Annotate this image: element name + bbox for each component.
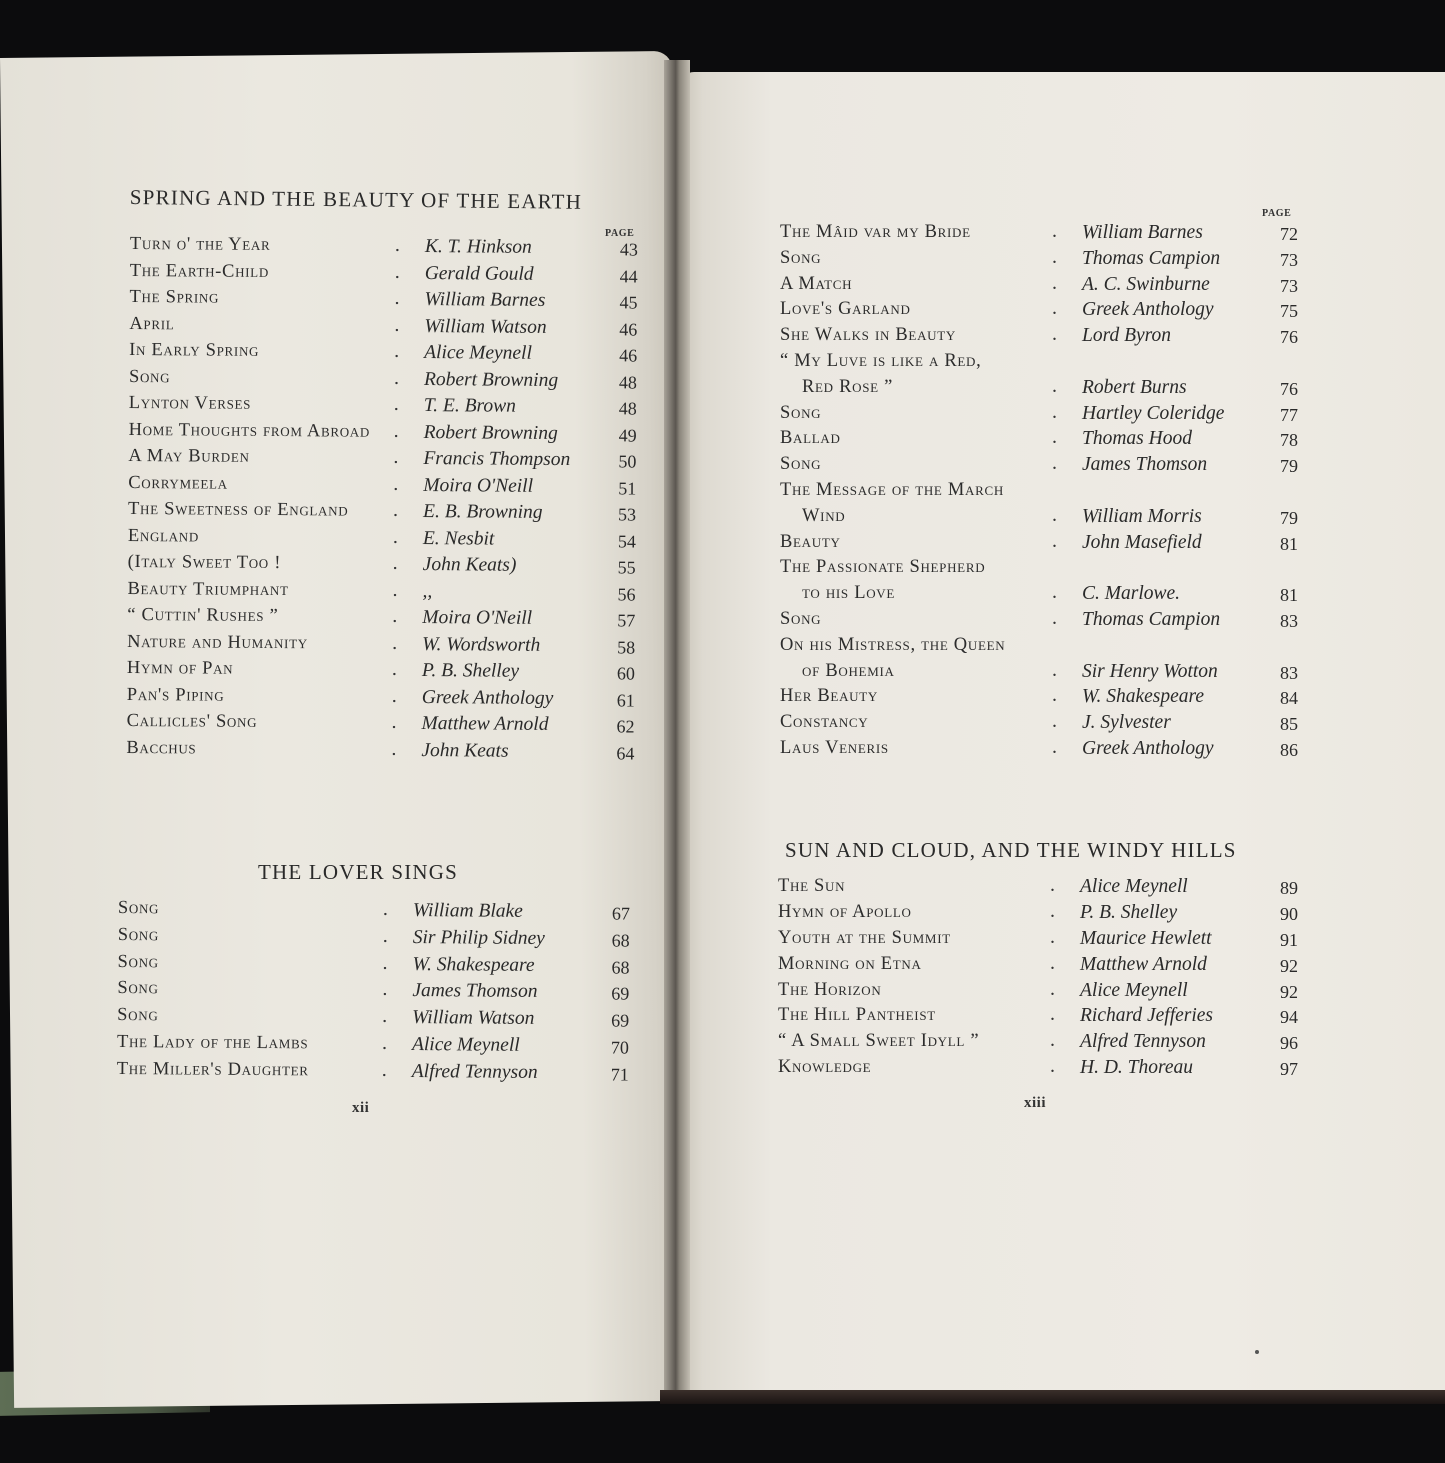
entry-author: William Watson xyxy=(412,1007,535,1030)
entry-author: T. E. Brown xyxy=(423,395,516,417)
dot-leader: . xyxy=(1052,400,1057,423)
contents-entry xyxy=(780,606,1300,635)
contents-entry xyxy=(780,299,1300,325)
entry-author: K. T. Hinkson xyxy=(424,236,532,258)
entry-author: Sir Henry Wotton xyxy=(1082,660,1218,682)
entry-page-number: 54 xyxy=(617,530,636,552)
dot-leader: . xyxy=(394,313,400,336)
entry-page-number: 62 xyxy=(616,716,635,737)
entry-author: W. Shakespeare xyxy=(1082,686,1205,708)
entry-author: E. B. Browning xyxy=(422,501,543,523)
entry-page-number: 67 xyxy=(611,903,630,924)
entry-author: H. D. Thoreau xyxy=(1080,1057,1194,1079)
entry-author: Robert Browning xyxy=(423,368,559,391)
entry-title: Morning on Etna xyxy=(778,953,922,974)
entry-author: Robert Burns xyxy=(1082,376,1187,398)
dot-leader: . xyxy=(392,631,398,654)
entry-title: Home Thoughts from Abroad xyxy=(128,419,371,442)
entry-page-number: 60 xyxy=(616,663,636,684)
entry-title: Corrymeela xyxy=(128,472,228,494)
entry-title: The Sun xyxy=(778,876,846,896)
entry-title: Hymn of Apollo xyxy=(778,901,912,922)
contents-entry xyxy=(780,686,1300,712)
entry-author: Matthew Arnold xyxy=(1080,953,1207,975)
entry-author: C. Marlowe. xyxy=(1082,583,1181,605)
entry-title: Song xyxy=(780,608,822,629)
contents-entry xyxy=(128,446,648,476)
entry-title: “ A Small Sweet Idyll ” xyxy=(778,1031,980,1052)
contents-entry xyxy=(130,234,650,264)
entry-author: Hartley Coleridge xyxy=(1082,402,1225,424)
dot-leader: . xyxy=(382,897,389,920)
entry-page-number: 86 xyxy=(1280,739,1298,760)
entry-author: Francis Thompson xyxy=(423,448,571,471)
dot-leader: . xyxy=(1050,1003,1055,1026)
entry-author: Alice Meynell xyxy=(1080,876,1188,897)
entry-page-number: 58 xyxy=(617,636,636,658)
dot-leader: . xyxy=(381,1031,388,1054)
entry-author: John Masefield xyxy=(1082,531,1202,553)
entry-title: The Sweetness of England xyxy=(128,498,349,521)
dot-leader: . xyxy=(382,951,388,974)
entry-author: Lord Byron xyxy=(1082,325,1172,347)
entry-title: Youth at the Summit xyxy=(778,927,951,948)
contents-entry xyxy=(780,400,1300,429)
entry-page-number: 50 xyxy=(618,451,637,472)
entry-page-number: 94 xyxy=(1280,1007,1298,1028)
dot-leader: . xyxy=(1052,658,1057,681)
page-column-header-right: PAGE xyxy=(1262,208,1292,219)
entry-page-number: 69 xyxy=(611,1010,630,1031)
entry-title: The Miller's Daughter xyxy=(116,1058,309,1081)
entry-author: Robert Browning xyxy=(423,421,558,444)
dot-leader: . xyxy=(393,472,399,495)
entry-title: On his Mistress, the Queen xyxy=(780,634,1006,655)
dot-leader: . xyxy=(393,498,399,521)
entry-title: “ Cuttin' Rushes ” xyxy=(127,604,279,627)
entry-page-number: 91 xyxy=(1280,929,1298,950)
entry-author: Thomas Campion xyxy=(1082,608,1221,630)
entry-title: Song xyxy=(117,1005,159,1026)
contents-entry xyxy=(130,260,650,290)
dot-leader: . xyxy=(1052,529,1057,552)
dot-leader: . xyxy=(393,445,399,468)
entry-title: “ My Luve is like a Red, xyxy=(780,350,982,371)
entry-page-number: 69 xyxy=(611,983,630,1004)
contents-entry xyxy=(129,287,649,317)
entry-author: Greek Anthology xyxy=(1082,299,1214,321)
entry-author: J. Sylvester xyxy=(1082,712,1171,734)
dot-leader: . xyxy=(391,657,398,680)
entry-author: William Blake xyxy=(412,900,523,922)
dot-leader: . xyxy=(1052,503,1057,526)
entry-title: Hymn of Pan xyxy=(126,657,234,679)
entry-title: The Mâid var my Bride xyxy=(780,222,971,242)
dot-leader: . xyxy=(393,392,399,415)
entry-page-number: 48 xyxy=(618,371,638,393)
entry-title: Lynton Verses xyxy=(128,392,252,414)
entry-page-number: 55 xyxy=(617,557,636,578)
dot-leader: . xyxy=(1052,220,1057,242)
entry-author: Alice Meynell xyxy=(1080,979,1188,1001)
entry-page-number: 92 xyxy=(1280,981,1298,1002)
entry-title: Knowledge xyxy=(778,1057,872,1078)
contents-entry xyxy=(117,1059,637,1089)
dot-leader: . xyxy=(1052,271,1057,294)
entry-page-number: 43 xyxy=(619,239,638,260)
entry-author: P. B. Shelley xyxy=(1080,901,1178,923)
contents-entry xyxy=(126,711,646,741)
entry-page-number: 71 xyxy=(610,1064,629,1085)
dot-leader: . xyxy=(1052,684,1057,707)
entry-title: Callicles' Song xyxy=(126,710,258,732)
dot-leader: . xyxy=(393,419,399,442)
entry-title: Ballad xyxy=(780,428,841,449)
entry-page-number: 90 xyxy=(1280,903,1298,924)
contents-entry xyxy=(778,951,1300,980)
entry-author: Thomas Hood xyxy=(1082,428,1192,450)
entry-author: W. Wordsworth xyxy=(422,633,541,656)
contents-list-sun-and-cloud xyxy=(778,876,1300,1083)
dot-leader: . xyxy=(382,1005,388,1028)
dot-leader: . xyxy=(393,366,400,389)
entry-page-number: 44 xyxy=(619,265,638,287)
entry-page-number: 81 xyxy=(1280,533,1298,554)
dot-leader: . xyxy=(1052,245,1057,268)
entry-author: Alfred Tennyson xyxy=(411,1060,538,1083)
entry-author: Richard Jefferies xyxy=(1080,1005,1214,1027)
contents-entry xyxy=(780,454,1300,480)
entry-title: April xyxy=(129,313,175,334)
entry-page-number: 89 xyxy=(1280,878,1298,898)
contents-entry xyxy=(118,898,638,928)
contents-entry xyxy=(118,925,638,955)
contents-entry xyxy=(129,393,649,423)
entry-title: Bacchus xyxy=(126,737,197,758)
entry-author: ,, xyxy=(422,580,433,602)
entry-title: Beauty xyxy=(780,531,841,552)
dot-leader: . xyxy=(1050,1055,1055,1078)
entry-title: Song xyxy=(780,402,822,423)
entry-page-number: 46 xyxy=(619,318,638,340)
entry-title: The Horizon xyxy=(778,979,882,1000)
contents-entry xyxy=(778,1057,1300,1083)
entry-author: Greek Anthology xyxy=(1082,737,1214,759)
contents-entry xyxy=(128,552,648,582)
entry-author: P. B. Shelley xyxy=(421,660,520,682)
dot-leader: . xyxy=(394,286,400,309)
entry-author: W. Shakespeare xyxy=(412,953,535,976)
entry-title: She Walks in Beauty xyxy=(780,325,956,346)
entry-author: John Keats) xyxy=(422,554,517,576)
contents-entry xyxy=(780,712,1300,738)
entry-author: A. C. Swinburne xyxy=(1082,273,1210,295)
entry-title: England xyxy=(127,525,200,546)
dot-leader: . xyxy=(392,604,398,627)
entry-author: E. Nesbit xyxy=(422,527,495,550)
entry-page-number: 72 xyxy=(1280,224,1298,244)
contents-entry xyxy=(780,271,1300,300)
entry-author: William Barnes xyxy=(424,289,546,311)
entry-title: The Message of the March xyxy=(780,479,1004,500)
entry-title: Beauty Triumphant xyxy=(127,578,289,600)
contents-entry xyxy=(128,525,648,555)
entry-page-number: 45 xyxy=(619,292,638,313)
entry-page-number: 79 xyxy=(1280,456,1298,477)
entry-page-number: 76 xyxy=(1280,327,1298,348)
contents-entry xyxy=(778,1031,1300,1057)
entry-page-number: 83 xyxy=(1280,610,1298,631)
contents-entry xyxy=(780,480,1300,532)
contents-entry xyxy=(780,325,1300,351)
contents-entry xyxy=(126,737,646,767)
section-title-sun-and-cloud: SUN AND CLOUD, AND THE WINDY HILLS xyxy=(785,838,1237,862)
entry-title-continued: Wind xyxy=(802,505,846,526)
entry-title: Nature and Humanity xyxy=(127,631,308,653)
entry-author: William Morris xyxy=(1082,505,1202,527)
dot-leader: . xyxy=(392,578,398,601)
dot-leader: . xyxy=(1050,874,1055,896)
page-number-left: xii xyxy=(352,1100,370,1116)
entry-page-number: 96 xyxy=(1280,1033,1298,1054)
entry-title: Song xyxy=(117,924,160,946)
entry-page-number: 77 xyxy=(1280,404,1298,425)
contents-list-spring xyxy=(126,234,650,768)
contents-entry xyxy=(778,1005,1300,1031)
entry-title: (Italy Sweet Too ! xyxy=(127,551,282,574)
entry-author: Greek Anthology xyxy=(421,686,554,709)
contents-entry xyxy=(780,428,1300,454)
dot-leader: . xyxy=(1052,374,1057,397)
contents-entry xyxy=(127,631,647,661)
dot-leader: . xyxy=(382,978,388,1001)
entry-page-number: 64 xyxy=(616,742,635,764)
entry-page-number: 97 xyxy=(1280,1059,1298,1080)
dot-leader: . xyxy=(382,924,388,947)
entry-page-number: 85 xyxy=(1280,714,1298,735)
dot-leader: . xyxy=(391,710,397,733)
dot-leader: . xyxy=(1052,710,1057,733)
contents-entry xyxy=(127,684,647,714)
entry-title: The Passionate Shepherd xyxy=(780,557,986,578)
entry-author: Alice Meynell xyxy=(411,1034,520,1056)
contents-entry xyxy=(117,1032,637,1062)
dot-leader: . xyxy=(1050,925,1055,948)
dot-leader: . xyxy=(391,737,397,760)
contents-entry xyxy=(778,925,1300,954)
contents-entry xyxy=(780,735,1300,764)
page-column-header-left: PAGE xyxy=(605,228,635,239)
entry-page-number: 75 xyxy=(1280,301,1298,322)
entry-title: Her Beauty xyxy=(780,686,878,707)
contents-entry xyxy=(128,472,648,502)
entry-page-number: 92 xyxy=(1280,955,1298,976)
entry-title: The Lady of the Lambs xyxy=(116,1031,309,1054)
entry-author: Thomas Campion xyxy=(1082,247,1221,269)
contents-entry xyxy=(778,876,1300,902)
entry-page-number: 56 xyxy=(617,583,636,605)
book-cover-bottom-edge xyxy=(660,1390,1445,1404)
entry-author: William Barnes xyxy=(1082,222,1203,243)
entry-title-continued: to his Love xyxy=(802,583,896,604)
contents-entry xyxy=(127,605,647,635)
contents-list-lover-sings xyxy=(117,898,638,1089)
dot-leader: . xyxy=(1050,951,1055,974)
section-title-spring: SPRING AND THE BEAUTY OF THE EARTH xyxy=(129,185,583,214)
entry-author: Sir Philip Sidney xyxy=(412,926,545,949)
entry-title: Song xyxy=(117,978,159,999)
entry-page-number: 68 xyxy=(611,930,630,951)
contents-entry xyxy=(129,366,649,396)
contents-entry xyxy=(780,635,1300,687)
entry-page-number: 79 xyxy=(1280,507,1298,528)
dot-leader: . xyxy=(1052,606,1057,629)
entry-page-number: 48 xyxy=(618,398,637,419)
dot-leader: . xyxy=(1052,323,1057,346)
entry-title: Song xyxy=(117,951,159,972)
entry-author: James Thomson xyxy=(1082,454,1208,476)
contents-entry xyxy=(129,313,649,343)
entry-title-continued: of Bohemia xyxy=(802,660,895,681)
entry-page-number: 81 xyxy=(1280,585,1298,606)
book-gutter xyxy=(664,60,690,1400)
entry-page-number: 61 xyxy=(616,689,635,711)
dot-leader: . xyxy=(1052,297,1057,320)
entry-author: James Thomson xyxy=(412,980,538,1003)
contents-entry xyxy=(780,245,1300,274)
entry-title: Song xyxy=(780,454,822,475)
contents-entry xyxy=(117,1005,637,1035)
entry-author: Matthew Arnold xyxy=(421,713,549,735)
dot-leader: . xyxy=(392,551,398,574)
entry-title: Song xyxy=(128,366,171,387)
contents-entry xyxy=(778,899,1300,928)
dot-leader: . xyxy=(381,1058,387,1081)
section-title-lover-sings: THE LOVER SINGS xyxy=(258,860,458,884)
contents-list-love xyxy=(780,222,1300,764)
dot-leader: . xyxy=(1050,899,1055,922)
contents-entry xyxy=(117,952,637,982)
entry-title: Pan's Piping xyxy=(126,684,225,706)
entry-author: John Keats xyxy=(421,739,509,762)
entry-author: Alfred Tennyson xyxy=(1080,1031,1206,1053)
dot-leader: . xyxy=(1052,735,1057,758)
contents-entry xyxy=(129,340,649,370)
entry-title: Song xyxy=(780,247,822,268)
contents-entry xyxy=(129,419,649,449)
entry-title: The Spring xyxy=(129,286,220,308)
dot-leader: . xyxy=(394,260,400,283)
entry-title: A May Burden xyxy=(128,445,250,467)
dot-leader: . xyxy=(1052,581,1057,604)
entry-title: Constancy xyxy=(780,712,869,733)
entry-page-number: 68 xyxy=(611,957,630,978)
dot-leader: . xyxy=(391,684,397,707)
entry-author: William Watson xyxy=(424,315,547,338)
dot-leader: . xyxy=(1052,452,1057,475)
entry-title: A Match xyxy=(780,273,853,294)
dot-leader: . xyxy=(394,339,400,362)
entry-title: The Hill Pantheist xyxy=(778,1005,936,1026)
contents-entry xyxy=(778,977,1300,1006)
entry-title: Song xyxy=(117,898,160,919)
entry-title: Turn o' the Year xyxy=(129,234,271,255)
dot-leader: . xyxy=(394,233,401,256)
page-number-right: xiii xyxy=(1024,1095,1047,1111)
entry-page-number: 53 xyxy=(617,504,637,525)
contents-entry xyxy=(117,978,637,1008)
entry-page-number: 70 xyxy=(610,1037,630,1058)
entry-title: Laus Veneris xyxy=(780,737,889,758)
contents-entry xyxy=(780,557,1300,609)
entry-author: Moira O'Neill xyxy=(423,474,534,497)
entry-page-number: 46 xyxy=(619,345,638,366)
entry-page-number: 73 xyxy=(1280,249,1298,270)
contents-entry xyxy=(127,658,647,688)
entry-author: Alice Meynell xyxy=(424,342,532,364)
contents-entry xyxy=(780,222,1300,248)
entry-author: Gerald Gould xyxy=(424,262,534,285)
entry-title-continued: Red Rose ” xyxy=(802,376,894,397)
paper-speck xyxy=(1255,1350,1259,1354)
entry-page-number: 78 xyxy=(1280,430,1298,451)
contents-entry xyxy=(127,578,647,608)
entry-author: Moira O'Neill xyxy=(422,607,533,629)
entry-title: Love's Garland xyxy=(780,299,911,320)
entry-page-number: 49 xyxy=(618,424,637,446)
entry-page-number: 51 xyxy=(618,477,637,499)
dot-leader: . xyxy=(392,525,398,548)
contents-entry xyxy=(780,351,1300,403)
entry-page-number: 73 xyxy=(1280,275,1298,296)
entry-title: In Early Spring xyxy=(129,339,260,361)
dot-leader: . xyxy=(1052,426,1057,449)
dot-leader: . xyxy=(1050,1029,1055,1052)
entry-page-number: 83 xyxy=(1280,662,1298,683)
contents-entry xyxy=(780,529,1300,558)
entry-author: Maurice Hewlett xyxy=(1080,927,1212,949)
entry-page-number: 76 xyxy=(1280,378,1298,399)
entry-page-number: 84 xyxy=(1280,688,1298,709)
dot-leader: . xyxy=(1050,977,1055,1000)
contents-entry xyxy=(128,499,648,529)
entry-page-number: 57 xyxy=(617,610,636,631)
entry-title: The Earth-Child xyxy=(129,260,270,282)
